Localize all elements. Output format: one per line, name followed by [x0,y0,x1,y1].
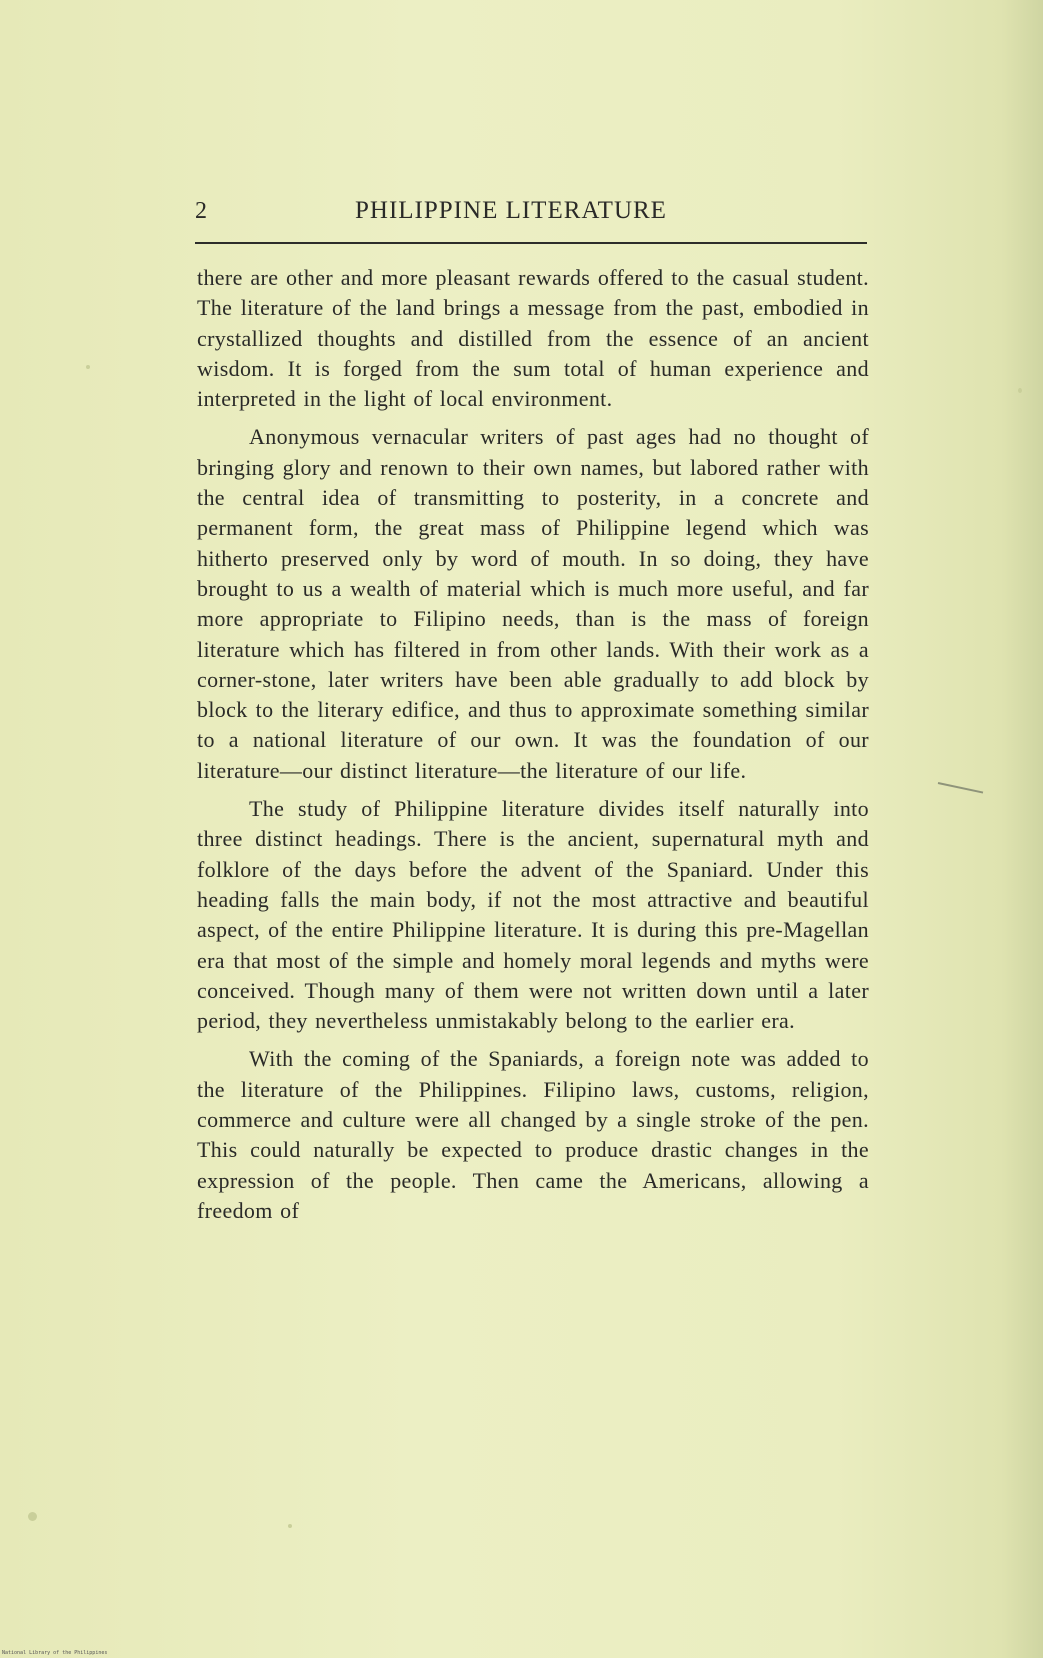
page-header [195,196,867,236]
paper-speck [1018,388,1022,393]
body-text [197,263,869,1234]
paper-speck [28,1512,37,1521]
page-number: 2 [195,198,207,224]
paper-speck [288,1524,292,1528]
header-rule [195,242,867,244]
running-head: PHILIPPINE LITERATURE [355,197,667,224]
paragraph-4: With the coming of the Spaniards, a foreign note was added to the literature of the Philippines. Filipino laws, customs, religion, commerce and culture were all changed by a single stroke of the pen. This could naturally be expected to produce drastic changes in the expression of the people. Then came the Americans, allowing a freedom of [197,1046,869,1223]
paragraph-2: Anonymous vernacular writers of past ages had no thought of bringing glory and renown to their own names, but labored rather with the central idea of transmitting to posterity, in a concrete and permanent form, the great mass of Philippine legend which was hitherto preserved only by word of mouth. In so doing, they have brought to us a wealth of material which is much more useful, and far more appropriate to Filipino needs, than is the mass of foreign literature which has filtered in from other lands. With their work as a corner-stone, later writers have been able gradually to add block by block to the literary edifice, and thus to approximate something similar to a national literature of our own. It was the foundation of our literature—our distinct literature—the literature of our life. [197,424,869,783]
footer-credit: National Library of the Philippines [2,1650,108,1656]
paragraph-3: The study of Philippine literature divides itself naturally into three distinct headings. There is the ancient, supernatural myth and folklore of the days before the advent of the Spaniard. Under this heading falls the main body, if not the most attractive and beautiful aspect, of the entire Philippine literature. It is during this pre-Magellan era that most of the simple and homely moral legends and myths were conceived. Though many of them were not written down until a later period, they nevertheless unmistakably belong to the earlier era. [197,796,869,1034]
paragraph-1: there are other and more pleasant rewards offered to the casual student. The literature of the land brings a message from the past, embodied in crystallized thoughts and distilled from the essence of an ancient wisdom. It is forged from the sum total of human experience and interpreted in the light of local environment. [197,265,869,412]
paper-speck [86,365,90,369]
margin-pencil-mark [938,782,983,794]
